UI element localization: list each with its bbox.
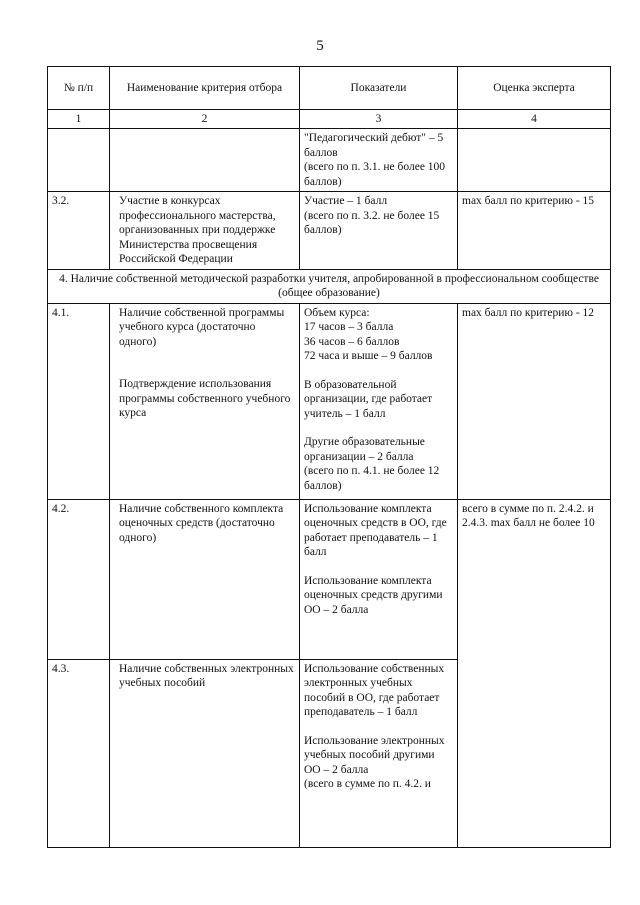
criterion-text: Наличие собственной программы учебного курса (достаточно одного) [119, 306, 285, 348]
table-row [48, 129, 611, 192]
page-number: 5 [316, 38, 324, 54]
expert-score-cell: max балл по критерию - 15 [458, 192, 611, 270]
expert-score-cell: всего в сумме по п. 2.4.2. и 2.4.3. max балл не более 10 [458, 499, 611, 847]
indicator-text: Использование комплекта оценочных средств другими ОО – 2 балла [304, 574, 443, 616]
indicator-text: Использование электронных учебных пособий другими ОО – 2 балла (всего в сумме по п. 4.2. и [304, 734, 445, 790]
column-number: 4 [458, 110, 611, 129]
criterion-text: Подтверждение использования программы собственного учебного курса [119, 378, 291, 419]
column-number-row [48, 110, 611, 129]
criteria-table [47, 66, 611, 848]
row-number: 4.1. [48, 303, 110, 499]
row-number: 3.2. [48, 192, 110, 270]
indicator-cell [300, 303, 458, 499]
row-number: 4.3. [48, 659, 110, 847]
header-criterion: Наименование критерия отбора [110, 67, 300, 110]
indicator-text: В образовательной организации, где работает учитель – 1 балл [304, 378, 433, 420]
table-row [48, 499, 611, 659]
criterion-cell: Наличие собственных электронных учебных пособий [110, 659, 300, 847]
header-indicators: Показатели [300, 67, 458, 110]
table-row [48, 303, 611, 499]
indicator-text: Другие образовательные организации – 2 балла (всего по п. 4.1. не более 12 баллов) [304, 436, 440, 492]
row-number: 4.2. [48, 499, 110, 659]
column-number: 1 [48, 110, 110, 129]
table-row [48, 192, 611, 270]
criterion-cell: Наличие собственного комплекта оценочных средств (достаточно одного) [110, 499, 300, 659]
indicator-cell: "Педагогический дебют" – 5 баллов (всего по п. 3.1. не более 100 баллов) [300, 129, 458, 192]
expert-score-cell: max балл по критерию - 12 [458, 303, 611, 499]
column-number: 2 [110, 110, 300, 129]
header-num: № п/п [48, 67, 110, 110]
section-heading: 4. Наличие собственной методической разработки учителя, апробированной в профессиональном сообществе (общее образование) [48, 269, 611, 303]
indicator-text: Использование собственных электронных учебных пособий в ОО, где работает преподаватель – 1 балл [304, 662, 445, 718]
criterion-cell: Участие в конкурсах профессионального мастерства, организованных при поддержке Министерства просвещения Российской Федерации [110, 192, 300, 270]
indicator-text: Объем курса: 17 часов – 3 балла 36 часов – 6 баллов 72 часа и выше – 9 баллов [304, 306, 433, 362]
criterion-cell [110, 303, 300, 499]
indicator-text: Использование комплекта оценочных средств в ОО, где работает преподаватель – 1 балл [304, 502, 447, 558]
indicator-cell [300, 499, 458, 659]
section-row [48, 269, 611, 303]
header-expert-score: Оценка эксперта [458, 67, 611, 110]
indicator-cell [300, 659, 458, 847]
indicator-cell: Участие – 1 балл (всего по п. 3.2. не более 15 баллов) [300, 192, 458, 270]
header-row [48, 67, 611, 110]
column-number: 3 [300, 110, 458, 129]
